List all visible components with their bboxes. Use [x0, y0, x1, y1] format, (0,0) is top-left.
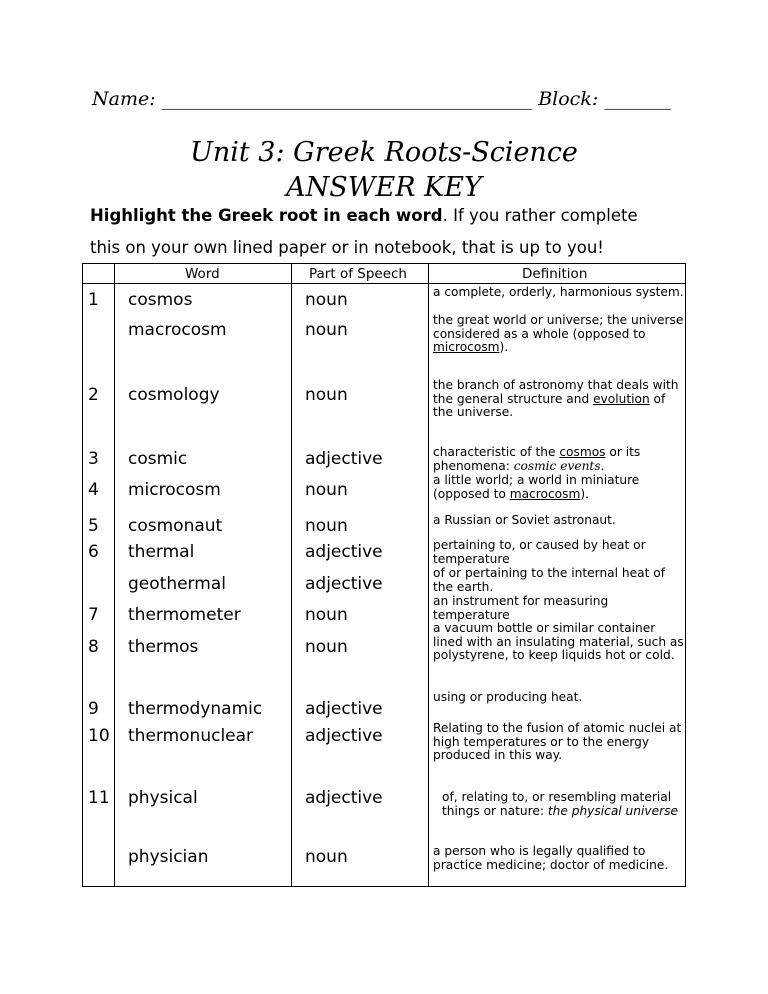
- name-block-line: [92, 88, 692, 110]
- word-cell: thermometer: [128, 605, 241, 625]
- word-cell: cosmology: [128, 385, 220, 405]
- word-cell: thermodynamic: [128, 699, 263, 719]
- column-divider-pos: [428, 263, 429, 887]
- table-border-right: [685, 263, 686, 887]
- definition-text: or its phenomena:: [433, 445, 641, 473]
- row-number: 4: [88, 480, 99, 500]
- instructions-rest: . If you rather complete: [442, 206, 638, 225]
- row-number: 7: [88, 605, 99, 625]
- part-of-speech-cell: noun: [305, 290, 348, 310]
- name-blank[interactable]: _______________________________________: [161, 88, 533, 110]
- definition-cosmology: [433, 379, 685, 420]
- row-number: 1: [88, 290, 99, 310]
- part-of-speech-cell: noun: [305, 637, 348, 657]
- row-number: 5: [88, 516, 99, 536]
- page-title: Unit 3: Greek Roots-Science: [190, 137, 578, 168]
- definition-link-cosmos[interactable]: cosmos: [559, 445, 606, 459]
- block-blank[interactable]: _______: [604, 88, 671, 110]
- definition-text: the great world or universe; the universe considered as a whole (opposed to: [433, 313, 684, 341]
- definition-cosmonaut: a Russian or Soviet astronaut.: [433, 513, 616, 527]
- definition-text: of, relating to, or resembling material things or nature:: [442, 790, 672, 818]
- definition-text: ).: [499, 340, 509, 355]
- definition-geothermal: of or pertaining to the internal heat of the earth.: [433, 566, 665, 594]
- column-divider-number: [114, 263, 115, 887]
- part-of-speech-cell: noun: [305, 385, 348, 405]
- definition-thermonuclear: Relating to the fusion of atomic nuclei at high temperatures or to the energy produced in this way.: [433, 721, 682, 763]
- row-number: 6: [88, 542, 99, 562]
- definition-link-evolution[interactable]: evolution: [593, 391, 650, 406]
- definition-physical: [442, 791, 682, 818]
- column-divider-word: [291, 263, 292, 887]
- instructions-line-2: this on your own lined paper or in notebook, that is up to you!: [90, 238, 604, 257]
- definition-example: cosmic events.: [513, 458, 605, 473]
- column-header-word: Word: [185, 266, 220, 282]
- definition-text: of the universe.: [433, 391, 666, 420]
- row-number: 3: [88, 449, 99, 469]
- definition-microcosm: [433, 474, 685, 501]
- part-of-speech-cell: adjective: [305, 574, 383, 594]
- row-number: 8: [88, 637, 99, 657]
- word-cell: physical: [128, 788, 198, 808]
- word-cell: cosmic: [128, 449, 188, 469]
- definition-text: characteristic of the: [433, 445, 560, 459]
- instructions-bold: Highlight the Greek root in each word: [90, 206, 443, 225]
- row-number: 10: [88, 726, 110, 746]
- definition-thermal: pertaining to, or caused by heat or temperature: [433, 538, 646, 566]
- part-of-speech-cell: noun: [305, 847, 348, 867]
- row-number: 11: [88, 788, 110, 808]
- definition-thermodynamic: using or producing heat.: [433, 690, 583, 704]
- definition-thermometer: an instrument for measuring temperature: [433, 594, 609, 622]
- table-border-top: [82, 263, 686, 264]
- part-of-speech-cell: noun: [305, 480, 348, 500]
- part-of-speech-cell: adjective: [305, 449, 383, 469]
- page-subtitle: ANSWER KEY: [286, 172, 482, 203]
- block-label: Block:: [532, 88, 605, 110]
- table-border-left: [82, 263, 83, 887]
- header-row-divider: [82, 283, 686, 284]
- definition-cosmos: a complete, orderly, harmonious system.: [433, 285, 684, 299]
- word-cell: thermal: [128, 542, 195, 562]
- row-number: 9: [88, 699, 99, 719]
- word-cell: thermos: [128, 637, 199, 657]
- row-number: 2: [88, 385, 99, 405]
- part-of-speech-cell: noun: [305, 516, 348, 536]
- part-of-speech-cell: adjective: [305, 699, 383, 719]
- word-cell: microcosm: [128, 480, 221, 500]
- part-of-speech-cell: noun: [305, 605, 348, 625]
- definition-macrocosm: [433, 314, 685, 355]
- part-of-speech-cell: noun: [305, 320, 348, 340]
- definition-link-microcosm[interactable]: microcosm: [433, 340, 500, 355]
- definition-text: ).: [580, 486, 589, 501]
- definition-thermos: a vacuum bottle or similar container lined with an insulating material, such as polystyrene, to keep liquids hot or cold.: [433, 621, 684, 663]
- word-cell: thermonuclear: [128, 726, 254, 746]
- instructions-line-1: [90, 206, 690, 226]
- word-cell: geothermal: [128, 574, 226, 594]
- word-cell: physician: [128, 847, 209, 867]
- part-of-speech-cell: adjective: [305, 788, 383, 808]
- definition-example: the physical universe: [547, 803, 678, 818]
- definition-link-macrocosm[interactable]: macrocosm: [509, 486, 581, 501]
- column-header-definition: Definition: [522, 266, 588, 282]
- word-cell: cosmonaut: [128, 516, 223, 536]
- definition-cosmic: [433, 446, 685, 473]
- table-border-bottom: [82, 886, 686, 887]
- part-of-speech-cell: adjective: [305, 542, 383, 562]
- word-cell: cosmos: [128, 290, 193, 310]
- definition-text: a little world; a world in miniature (opposed to: [433, 473, 640, 501]
- part-of-speech-cell: adjective: [305, 726, 383, 746]
- word-cell: macrocosm: [128, 320, 227, 340]
- definition-text: the branch of astronomy that deals with the general structure and: [433, 378, 679, 406]
- name-label: Name:: [92, 88, 162, 110]
- definition-physician: a person who is legally qualified to practice medicine; doctor of medicine.: [433, 844, 669, 872]
- column-header-part-of-speech: Part of Speech: [309, 266, 407, 282]
